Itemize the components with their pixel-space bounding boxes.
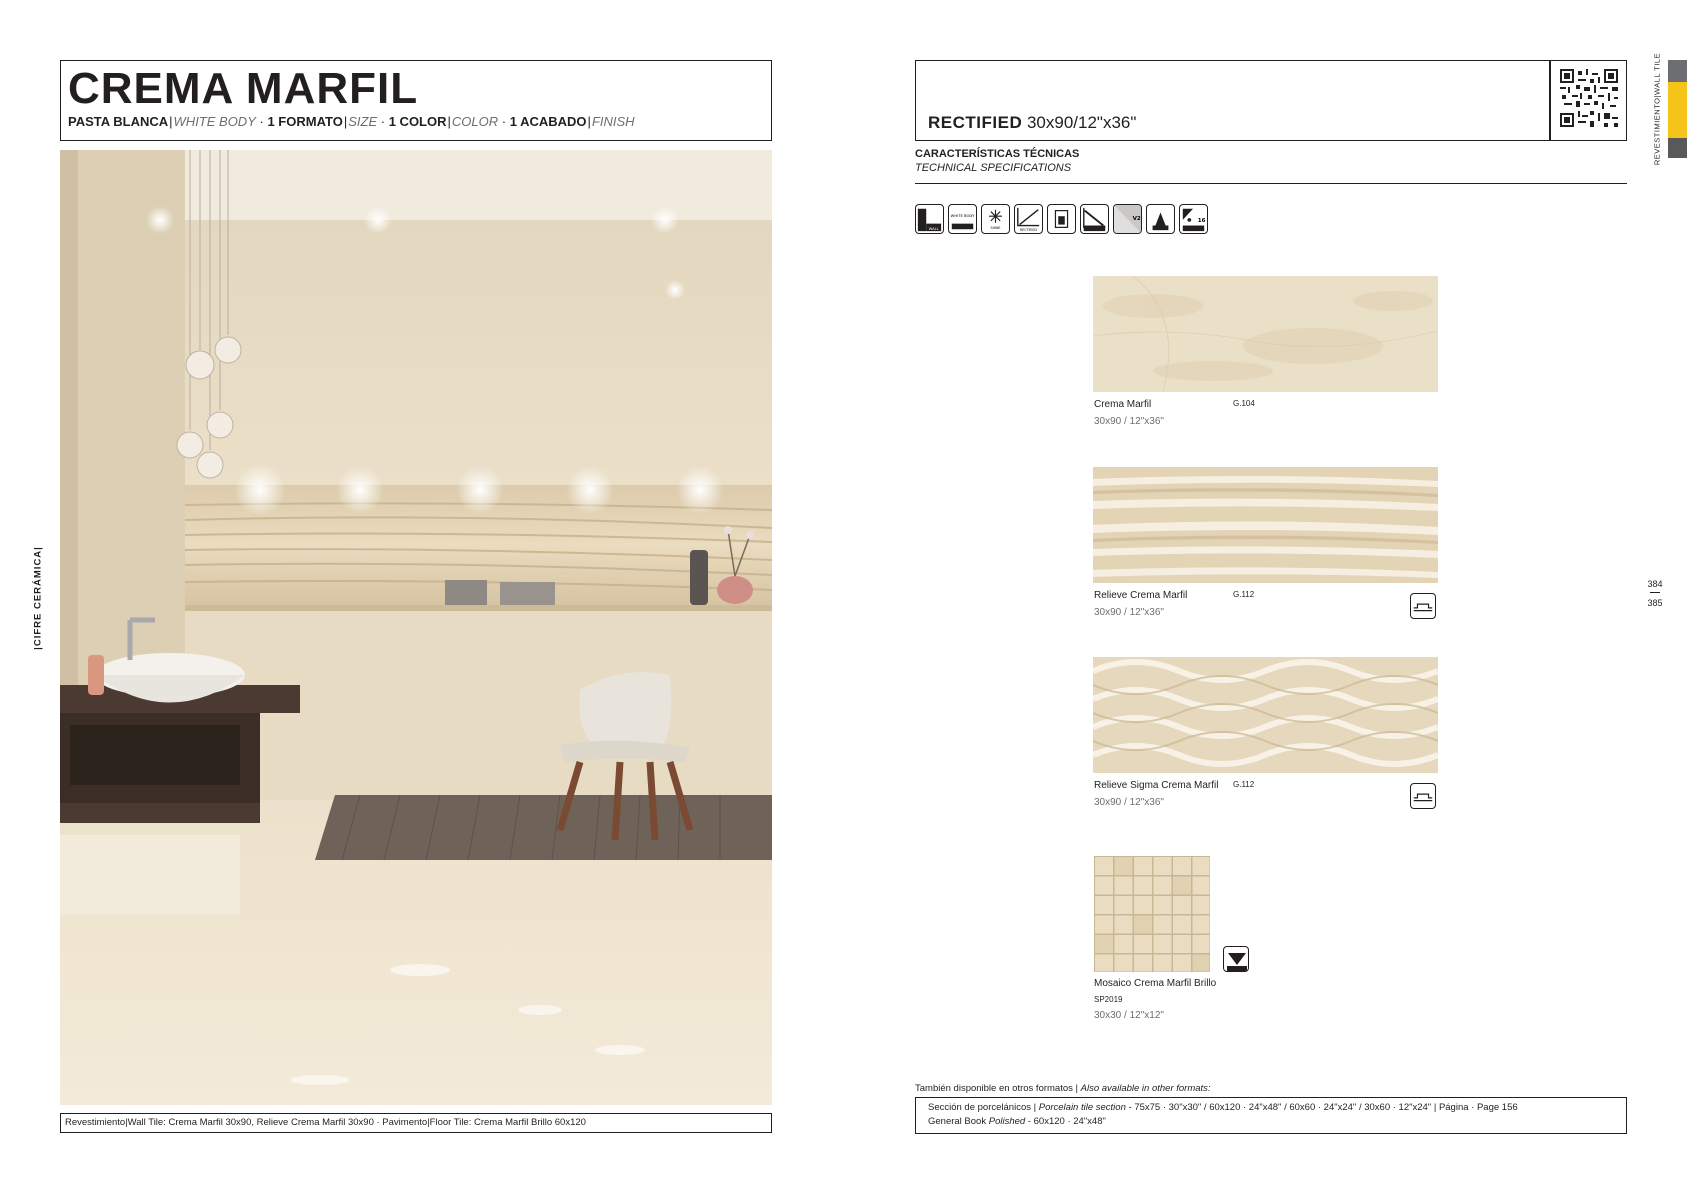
page-number-right: 385 (1647, 598, 1663, 608)
product-size: 30x90 / 12"x36" (1094, 797, 1164, 808)
product-size: 30x90 / 12"x36" (1094, 607, 1164, 618)
title-box (60, 60, 772, 141)
side-tab-accent (1668, 82, 1687, 138)
finish-en: FINISH (591, 114, 635, 129)
also-available-label: También disponible en otros formatos | Also available in other formats: (915, 1083, 1211, 1094)
also-available-line-1: Sección de porcelánicos | Porcelain tile section - 75x75 · 30"x30" / 60x120 · 24"x48" / 60x60 · 24"x24" / 30x60 · 12"x24" | Página · Page 156 (928, 1102, 1518, 1113)
spec-divider (915, 183, 1627, 184)
product-relieve-sigma-crema-marfil[interactable] (1093, 657, 1438, 808)
side-tab-label: REVESTIMIENTO|WALL TILE (1652, 52, 1662, 166)
product-relieve-crema-marfil[interactable] (1093, 467, 1438, 618)
side-tab-top (1668, 60, 1687, 82)
svg-text:16: 16 (1197, 217, 1206, 224)
wall-tile-icon (915, 204, 944, 234)
product-name: Crema Marfil (1094, 399, 1152, 410)
mosaic-size: 30x30 / 12"x12" (1094, 1010, 1164, 1021)
page-number-left: 384 (1647, 579, 1663, 589)
cleaning-icon (1080, 204, 1109, 234)
formats-es: 1 FORMATO (267, 114, 343, 129)
page-numbers (1640, 578, 1670, 609)
bathroom-photo (60, 150, 772, 1105)
white-body-icon (948, 204, 977, 234)
relief-icon (1410, 593, 1436, 619)
shade-variation-icon (1113, 204, 1142, 234)
product-size: 30x90 / 12"x36" (1094, 416, 1164, 427)
svg-text:WALL: WALL (928, 227, 939, 232)
product-crema-marfil[interactable] (1093, 276, 1438, 427)
colors-en: COLOR (451, 114, 499, 129)
resistance-icon (1047, 204, 1076, 234)
colors-es: 1 COLOR (388, 114, 447, 129)
finish-es: 1 ACABADO (509, 114, 587, 129)
product-code: G.112 (1233, 590, 1255, 599)
pieces-icon (1179, 204, 1208, 234)
shine-icon (981, 204, 1010, 234)
mosaic-icon (1223, 946, 1249, 972)
product-mosaico[interactable] (1093, 856, 1393, 1036)
also-available-line-2: General Book Polished - 60x120 · 24"x48" (928, 1116, 1106, 1127)
product-name: Relieve Crema Marfil (1094, 590, 1188, 601)
mosaic-swatch (1094, 856, 1210, 972)
qr-divider (1549, 61, 1551, 140)
rectified-icon (1014, 204, 1043, 234)
spec-subheading: TECHNICAL SPECIFICATIONS (915, 162, 1072, 174)
qr-code-icon[interactable] (1560, 69, 1618, 127)
body-en: WHITE BODY (173, 114, 256, 129)
rectified-label: RECTIFIED (928, 113, 1023, 132)
header-box (915, 60, 1627, 141)
product-swatch (1093, 657, 1438, 773)
spec-icons-row (915, 204, 1208, 234)
product-swatch (1093, 467, 1438, 583)
photo-caption: Revestimiento|Wall Tile: Crema Marfil 30x90, Relieve Crema Marfil 30x90 · Pavimento|Floor Tile: Crema Marfil Brillo 60x120 (60, 1113, 772, 1133)
product-swatch (1093, 276, 1438, 392)
also-available-box (915, 1097, 1627, 1134)
mosaic-code: SP2019 (1094, 995, 1123, 1004)
page-number-divider (1650, 592, 1660, 593)
relief-icon (1410, 783, 1436, 809)
collection-subtitle: PASTA BLANCA|WHITE BODY · 1 FORMATO|SIZE · 1 COLOR|COLOR · 1 ACABADO|FINISH (68, 114, 635, 129)
rectified-dimensions: 30x90/12"x36" (1026, 113, 1137, 132)
product-name: Relieve Sigma Crema Marfil (1094, 780, 1219, 791)
formats-en: SIZE (348, 114, 378, 129)
svg-text:WHITE BODY: WHITE BODY (950, 214, 975, 219)
packaging-icon (1146, 204, 1175, 234)
product-code: G.104 (1233, 399, 1255, 408)
body-es: PASTA BLANCA (68, 114, 169, 129)
svg-text:RECTIFIED: RECTIFIED (1020, 228, 1037, 233)
collection-title: CREMA MARFIL (68, 64, 419, 113)
side-tab-bottom (1668, 138, 1687, 158)
svg-text:SHINE: SHINE (990, 226, 1001, 231)
spec-heading: CARACTERÍSTICAS TÉCNICAS (915, 148, 1080, 160)
rectified-size (928, 113, 1136, 133)
mosaic-name: Mosaico Crema Marfil Brillo (1094, 978, 1217, 989)
svg-text:V2: V2 (1132, 215, 1141, 222)
product-code: G.112 (1233, 780, 1255, 789)
side-brand-label: |CIFRE CERÁMICA| (32, 545, 44, 650)
